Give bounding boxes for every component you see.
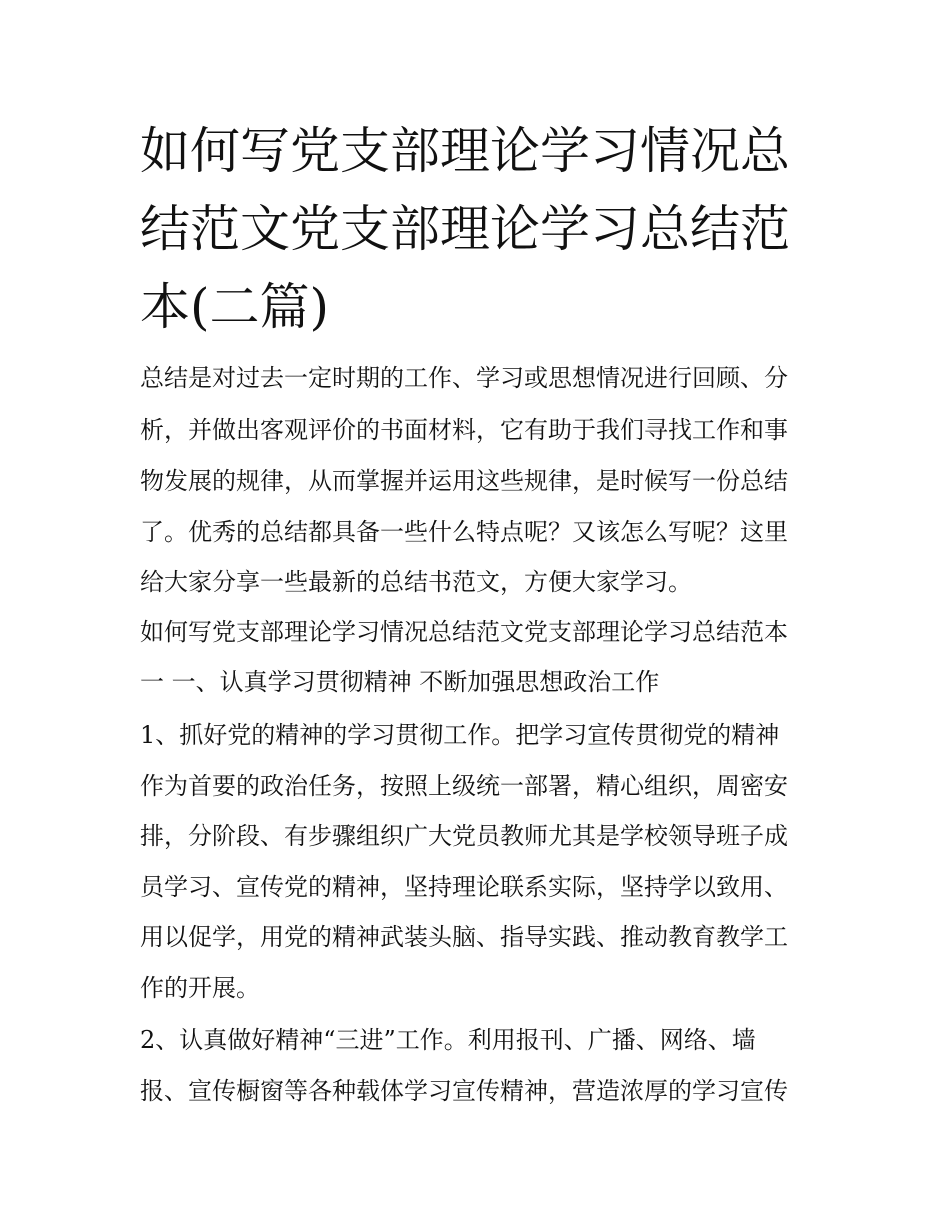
body-line: 排，分阶段、有步骤组织广大党员教师尤其是学校领导班子成 bbox=[140, 822, 788, 850]
body-line: 物发展的规律，从而掌握并运用这些规律，是时候写一份总结 bbox=[140, 467, 788, 495]
body-line: 2、认真做好精神“三进”工作。利用报刊、广播、网络、墙 bbox=[140, 1026, 756, 1054]
body-line: 了。优秀的总结都具备一些什么特点呢？又该怎么写呢？这里 bbox=[140, 518, 788, 546]
body-line: 总结是对过去一定时期的工作、学习或思想情况进行回顾、分 bbox=[140, 364, 788, 392]
body-line: 员学习、宣传党的精神，坚持理论联系实际，坚持学以致用、 bbox=[140, 873, 788, 901]
body-line: 报、宣传橱窗等各种载体学习宣传精神，营造浓厚的学习宣传 bbox=[140, 1077, 788, 1105]
body-line: 作为首要的政治任务，按照上级统一部署，精心组织，周密安 bbox=[140, 772, 788, 800]
body-line: 1、抓好党的精神的学习贯彻工作。把学习宣传贯彻党的精神 bbox=[140, 721, 780, 749]
body-line: 作的开展。 bbox=[140, 974, 260, 1002]
title-line: 结范文党支部理论学习总结范 bbox=[140, 200, 790, 258]
title-line: 如何写党支部理论学习情况总 bbox=[140, 122, 790, 180]
title-line: 本(二篇) bbox=[140, 278, 330, 336]
body-line: 一 一、认真学习贯彻精神 不断加强思想政治工作 bbox=[140, 668, 660, 696]
body-line: 用以促学，用党的精神武装头脑、指导实践、推动教育教学工 bbox=[140, 923, 788, 951]
body-line: 析，并做出客观评价的书面材料，它有助于我们寻找工作和事 bbox=[140, 416, 788, 444]
body-line: 如何写党支部理论学习情况总结范文党支部理论学习总结范本 bbox=[140, 618, 788, 646]
document-title bbox=[140, 112, 820, 346]
body-line: 给大家分享一些最新的总结书范文，方便大家学习。 bbox=[140, 568, 692, 596]
